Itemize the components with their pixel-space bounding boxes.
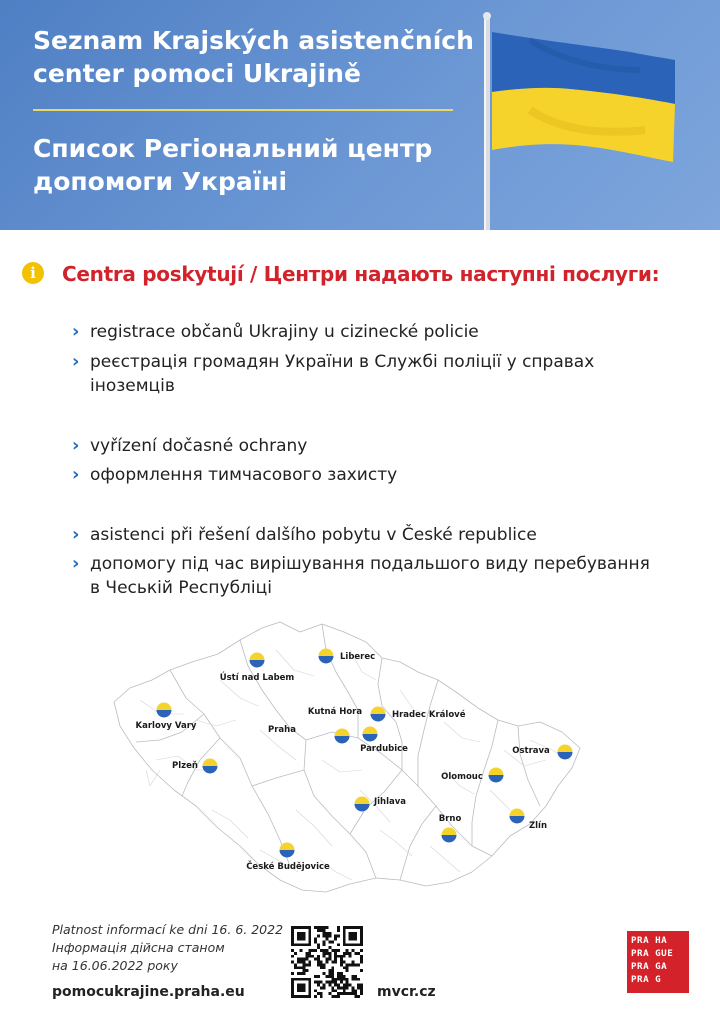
city-marker-icon [355,797,370,812]
service-text: vyřízení dočasné ochrany [90,436,308,456]
czech-regions-map [100,610,620,900]
chevron-right-icon: › [72,321,80,342]
page-title-ua [33,132,432,198]
page-title-cz [33,24,474,90]
city-label: Ostrava [512,746,550,756]
service-item [72,350,610,398]
title-ua-line2: допомоги Україні [33,167,288,196]
city-marker-icon [335,729,350,744]
city-marker-icon [510,809,525,824]
city-label: Brno [438,814,462,824]
city-label: Plzeň [172,761,198,771]
info-icon: i [22,262,44,284]
logo-row: PRA GA [631,961,668,972]
service-text: registrace občanů Ukrajiny u cizinecké policie [90,322,479,342]
city-marker-icon [250,653,265,668]
title-divider [33,109,453,111]
mvcr-link[interactable]: mvcr.cz [377,984,436,1000]
city-marker-icon [442,828,457,843]
logo-row: PRA GUE [631,948,674,959]
service-item [72,434,660,458]
header-banner [0,0,720,230]
chevron-right-icon: › [72,553,80,574]
title-ua-line1: Список Регіональний центр [33,134,433,163]
service-text: оформлення тимчасового захисту [90,465,398,485]
city-label: Pardubice [360,744,408,754]
city-marker-icon [280,843,295,858]
validity-note-cz: Platnost informací ke dni 16. 6. 2022 [52,922,284,937]
city-marker-icon [157,703,172,718]
qr-code[interactable] [291,926,363,998]
city-marker-icon [489,768,504,783]
city-label: Kutná Hora [307,707,363,717]
praha-logo [627,931,689,993]
services-heading: Centra poskytují / Центри надають наступні послуги: [62,262,660,286]
chevron-right-icon: › [72,464,80,485]
logo-row: PRA HA [631,935,668,946]
service-item [72,463,660,487]
city-marker-icon [371,707,386,722]
service-item [72,320,660,344]
chevron-right-icon: › [72,351,80,372]
city-marker-icon [319,649,334,664]
chevron-right-icon: › [72,524,80,545]
city-label: Jihlava [373,797,407,807]
website-link[interactable]: pomocukrajine.praha.eu [52,984,245,1000]
logo-row: PRA G [631,974,662,985]
service-text: реєстрація громадян України в Службі поліції у справах іноземців [90,352,595,396]
service-item [72,552,660,600]
city-label: Karlovy Vary [135,721,197,731]
validity-note-ua-line2: на 16.06.2022 року [52,958,178,973]
title-cz-line2: center pomoci Ukrajině [33,59,361,88]
service-item [72,523,660,547]
city-label: Ústí nad Labem [219,673,295,683]
city-marker-icon [558,745,573,760]
city-label: Hradec Králové [392,710,466,720]
city-label: Praha [268,725,296,735]
city-label: Zlín [528,821,548,831]
city-marker-icon [203,759,218,774]
city-label: Olomouc [441,772,483,782]
service-text: asistenci při řešení dalšího pobytu v České republice [90,525,537,545]
validity-note-ua-line1: Інформація дійсна станом [52,940,225,955]
ukraine-flag-image [470,0,720,230]
chevron-right-icon: › [72,435,80,456]
city-marker-icon [363,727,378,742]
service-text: допомогу під час вирішування подальшого виду перебування в Чеській Республіці [90,554,650,598]
city-label: Liberec [340,652,376,662]
city-label: České Budějovice [246,862,330,872]
title-cz-line1: Seznam Krajských asistenčních [33,26,474,55]
